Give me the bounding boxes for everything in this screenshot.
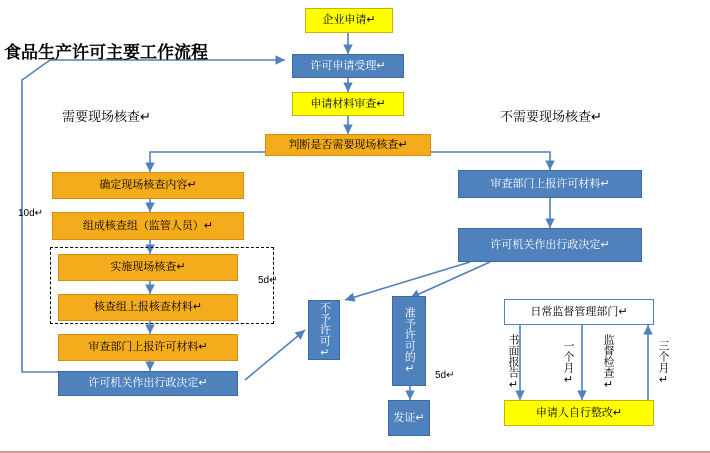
node-define-onsite-content[interactable]: 确定现场核查内容↵	[52, 172, 244, 199]
node-not-approved-label: 不予许可↵	[318, 301, 331, 359]
node-authority-decision-right[interactable]: 许可机关作出行政决定↵	[458, 228, 642, 262]
node-enterprise-application[interactable]: 企业申请↵	[305, 8, 393, 33]
page-title: 食品生产许可主要工作流程	[4, 43, 208, 62]
node-dept-submit-materials-left[interactable]: 审查部门上报许可材料↵	[58, 334, 238, 361]
node-team-submit-materials[interactable]: 核查组上报核查材料↵	[58, 294, 238, 321]
duration-10d-label: 10d↵	[18, 208, 44, 219]
label-one-month: 一个月↵	[562, 340, 574, 386]
node-authority-decision-left[interactable]: 许可机关作出行政决定↵	[58, 371, 238, 396]
node-applicant-self-rectify[interactable]: 申请人自行整改↵	[504, 400, 654, 426]
node-approved[interactable]	[392, 296, 426, 386]
node-daily-supervision-dept[interactable]: 日常监督管理部门↵	[504, 299, 654, 325]
node-material-review[interactable]: 申请材料审查↵	[292, 92, 404, 116]
branch-label-left: 需要现场核查↵	[62, 109, 151, 124]
node-conduct-onsite[interactable]: 实施现场核查↵	[58, 254, 238, 281]
duration-5d-right-label: 5d↵	[435, 370, 455, 381]
node-form-review-team[interactable]: 组成核查组（监管人员）↵	[52, 212, 244, 240]
branch-label-right: 不需要现场核查↵	[500, 109, 602, 124]
node-not-approved[interactable]	[308, 300, 340, 360]
node-decide-onsite[interactable]: 判断是否需要现场核查↵	[265, 134, 431, 156]
node-approved-label: 准予许可的↵	[403, 307, 416, 375]
node-issue-certificate[interactable]: 发证↵	[388, 400, 430, 436]
label-written-report: 书面报告↵	[507, 334, 519, 391]
node-dept-submit-materials-right[interactable]: 审查部门上报许可材料↵	[458, 170, 642, 198]
duration-5d-left-label: 5d↵	[258, 275, 278, 286]
node-permit-acceptance[interactable]: 许可申请受理↵	[292, 54, 404, 78]
label-supervision-check: 监督检查↵	[602, 334, 614, 391]
label-three-months: 三个月↵	[657, 340, 669, 386]
